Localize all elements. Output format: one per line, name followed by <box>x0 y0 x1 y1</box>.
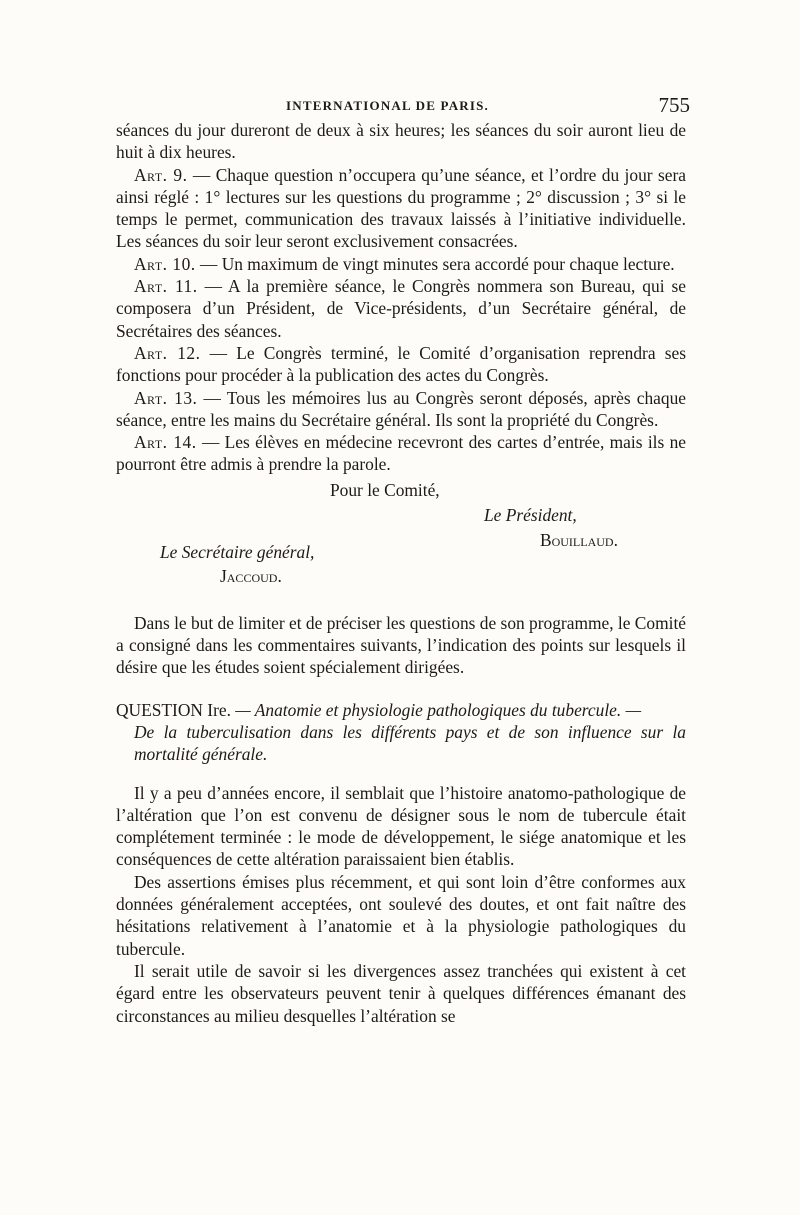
secretary-title: Le Secrétaire général, <box>160 541 315 562</box>
article-13: Art. 13. — Tous les mémoires lus au Congrès seront déposés, après chaque séance, entre les mains du Secrétaire général. Ils sont la propriété du Congrès. <box>116 387 686 430</box>
body-paragraph: Il y a peu d’années encore, il semblait que l’histoire anatomo-pathologique de l’altération que l’on est convenu de désigner sous le nom de tubercule était complétement terminée : le mode de développement, le siége anatomique et les conséquences de cette altération paraissaient bien établis. <box>116 782 686 870</box>
article-14: Art. 14. — Les élèves en médecine recevront des cartes d’entrée, mais ils ne pourront être admis à prendre la parole. <box>116 432 687 475</box>
body-paragraph: Il serait utile de savoir si les divergences assez tranchées qui existent à cet égard entre les observateurs peuvent tenir à quelques différences émanant des circonstances au milieu desquelles l’altération se <box>116 960 686 1026</box>
article-9: Art. 9. — Chaque question n’occupera qu’une séance, et l’ordre du jour sera ainsi réglé : 1° lectures sur les questions du programme ; 2° discussion ; 3° si le temps le permet, communication des travaux laissés à l’initiative individuelle. Les séances du soir leur seront exclusivement consacrées. <box>116 164 686 252</box>
page-number: 755 <box>658 93 690 117</box>
president-title: Le Président, <box>484 504 577 525</box>
signature-block <box>116 476 686 588</box>
president-name: Bouillaud. <box>540 529 618 550</box>
running-header <box>116 93 690 119</box>
book-page <box>116 93 690 1027</box>
pour-le-comite: Pour le Comité, <box>330 479 440 500</box>
article-11: Art. 11. — A la première séance, le Congrès nommera son Bureau, qui se composera d’un Président, de Vice-présidents, d’un Secrétaire général, de Secrétaires des séances. <box>116 276 686 341</box>
body-paragraph: Des assertions émises plus récemment, et qui sont loin d’être conformes aux données généralement acceptées, ont soulevé des doutes, et ont fait naître des hésitations relativement à l’anatomie et à la physiologie pathologiques du tubercule. <box>116 871 686 959</box>
running-title: INTERNATIONAL DE PARIS. <box>286 98 490 113</box>
article-10: Art. 10. — Un maximum de vingt minutes sera accordé pour chaque lecture. <box>134 253 675 274</box>
intro-paragraph: Dans le but de limiter et de préciser les questions de son programme, le Comité a consigné dans les commentaires suivants, l’indication des points sur lesquels il désire que les études soient spécialement dirigées. <box>116 612 687 678</box>
secretary-name: Jaccoud. <box>220 565 282 586</box>
question-subtitle: De la tuberculisation dans les différents pays et de son influence sur la mortalité générale. <box>134 721 686 765</box>
question-title: QUESTION Ire. — Anatomie et physiologie pathologiques du tubercule. — <box>116 699 642 720</box>
paragraph: séances du jour dureront de deux à six heures; les séances du soir auront lieu de huit à dix heures. <box>116 120 686 163</box>
article-12: Art. 12. — Le Congrès terminé, le Comité d’organisation reprendra ses fonctions pour procéder à la publication des actes du Congrès. <box>116 342 686 386</box>
